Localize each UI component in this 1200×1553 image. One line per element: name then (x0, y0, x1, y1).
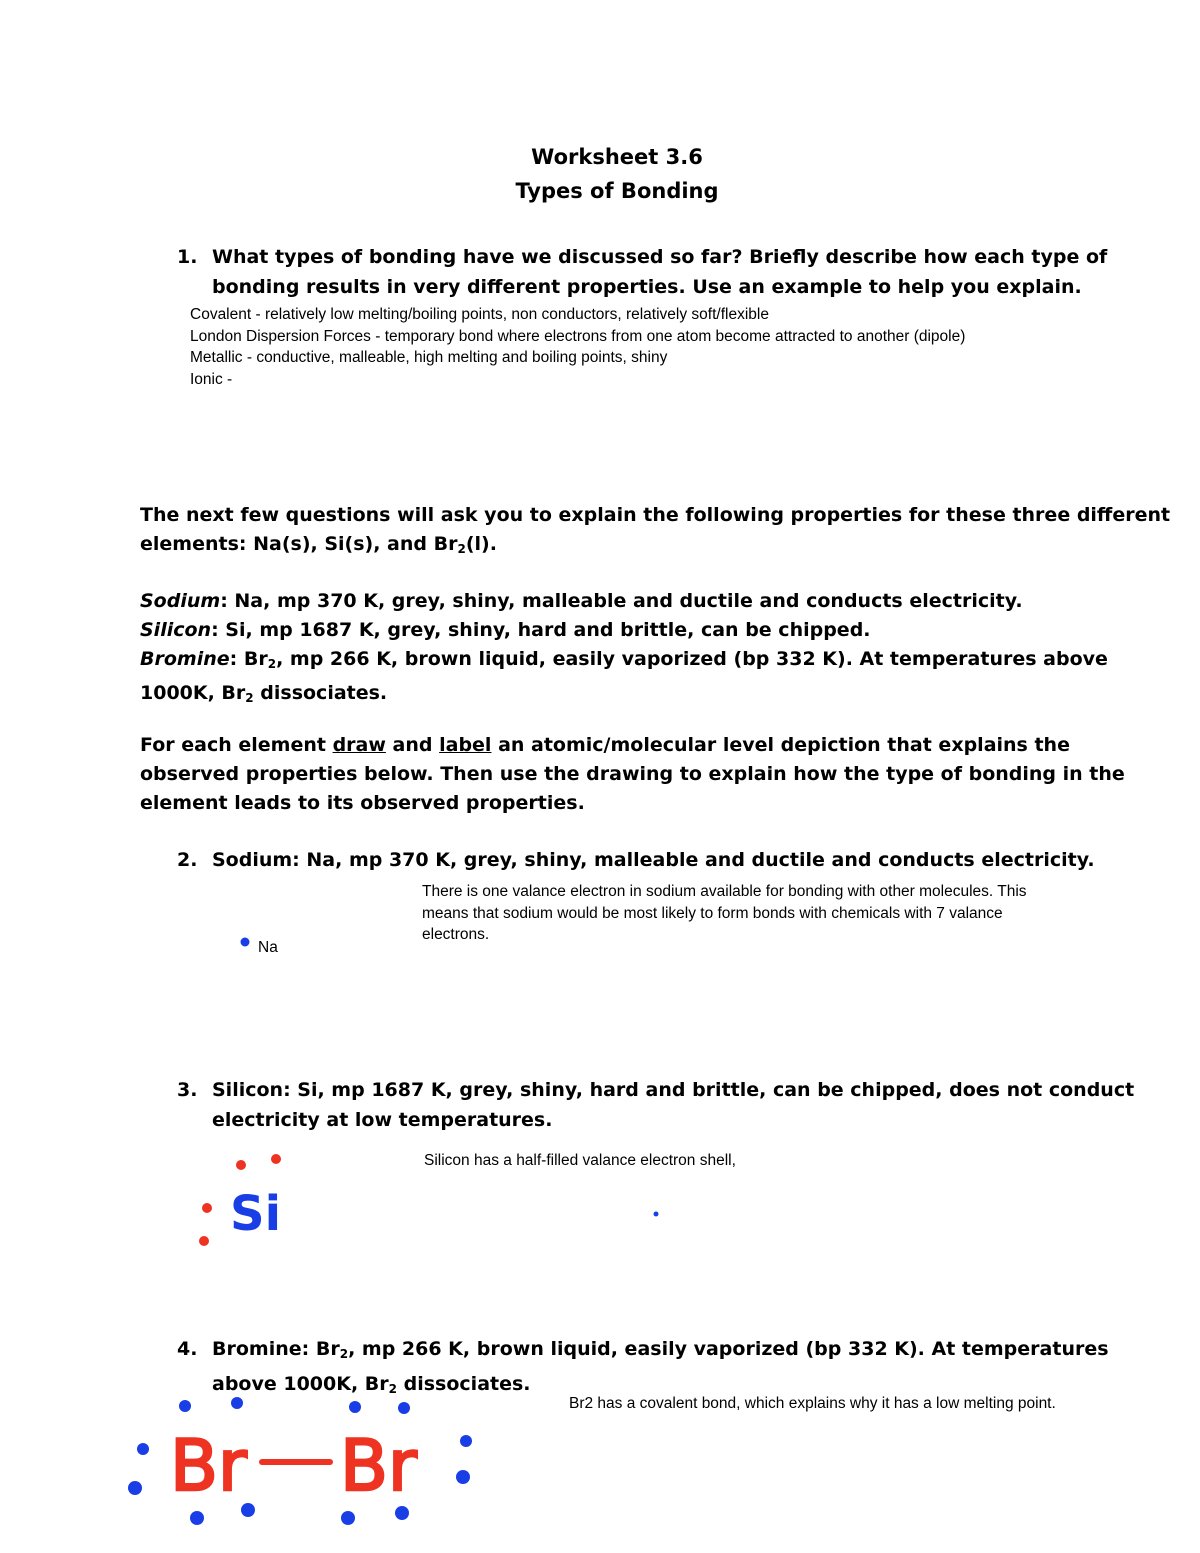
question-number: 3. (177, 1079, 198, 1101)
bromine-electron-dot (231, 1397, 243, 1409)
question-number: 4. (177, 1338, 198, 1360)
intro-line-2: elements: Na(s), Si(s), and $Br_2(l)$. (140, 533, 497, 556)
question-3-answer: Silicon has a half-filled valance electron shell, (424, 1152, 736, 1169)
instructions-line-1: For each element draw and label an atomic/molecular level depiction that explains the (140, 734, 1070, 756)
bromine-electron-dot (190, 1511, 204, 1525)
answer-london-dispersion: London Dispersion Forces - temporary bond where electrons from one atom become attracted to another (dipole) (190, 327, 966, 345)
bromine-electron-dot (456, 1470, 470, 1484)
intro-line-1: The next few questions will ask you to explain the following properties for these three different (140, 504, 1171, 526)
bromine-electron-dot (179, 1400, 191, 1412)
bromine-electron-dot (398, 1402, 410, 1414)
bromine-properties-line-2: 1000K, $Br_2$ dissociates. (140, 682, 388, 705)
answer-metallic: Metallic - conductive, malleable, high melting and boiling points, shiny (190, 349, 668, 366)
bromine-lewis-drawing (128, 1397, 472, 1525)
silicon-lewis-drawing (199, 1154, 659, 1246)
sodium-electron-dot (241, 938, 250, 947)
silicon-properties: Silicon: Si, mp 1687 K, grey, shiny, hard and brittle, can be chipped. (140, 619, 871, 641)
silicon-electron-dot (271, 1154, 281, 1164)
question-3-line-2: electricity at low temperatures. (212, 1109, 553, 1131)
answer-ionic: Ionic - (190, 370, 233, 388)
silicon-electron-dot (236, 1160, 246, 1170)
bromine-electron-dot (349, 1401, 361, 1413)
bromine-symbol-right: Br (340, 1425, 417, 1507)
bromine-electron-dot (460, 1435, 472, 1447)
silicon-electron-dot (199, 1236, 209, 1246)
sodium-properties: Sodium: Na, mp 370 K, grey, shiny, malleable and ductile and conducts electricity. (140, 590, 1023, 612)
question-4-line-2: above 1000K, $Br_2$ dissociates. (212, 1373, 531, 1396)
question-2-text: Sodium: Na, mp 370 K, grey, shiny, malleable and ductile and conducts electricity. (212, 849, 1095, 871)
bromine-electron-dot (137, 1443, 149, 1455)
sodium-drawing-label: Na (258, 939, 278, 956)
worksheet-title: Worksheet 3.6 (531, 145, 703, 169)
question-4-answer: Br2 has a covalent bond, which explains why it has a low melting point. (569, 1395, 1056, 1412)
bromine-electron-dot (341, 1511, 355, 1525)
question-1-line-2: bonding results in very different properties. Use an example to help you explain. (212, 276, 1082, 298)
question-3-line-1: Silicon: Si, mp 1687 K, grey, shiny, hard and brittle, can be chipped, does not conduct (212, 1079, 1135, 1101)
instructions-line-3: element leads to its observed properties. (140, 792, 585, 814)
bromine-properties: Bromine: $Br_2$, mp 266 K, brown liquid, easily vaporized (bp 332 K). At temperatures above (140, 648, 1108, 671)
bromine-electron-dot (128, 1481, 142, 1495)
question-number: 2. (177, 849, 198, 871)
stray-ink-dot (654, 1212, 659, 1217)
bromine-symbol-left: Br (170, 1425, 247, 1507)
question-1-line-1: What types of bonding have we discussed so far? Briefly describe how each type of (212, 246, 1108, 268)
silicon-electron-dot (202, 1203, 212, 1213)
question-4-line-1: Bromine: $Br_2$, mp 266 K, brown liquid, easily vaporized (bp 332 K). At temperatures (212, 1338, 1109, 1361)
silicon-symbol: Si (230, 1186, 282, 1242)
instructions-line-2: observed properties below. Then use the drawing to explain how the type of bonding in the (140, 763, 1125, 785)
question-number: 1. (177, 246, 198, 268)
answer-covalent: Covalent - relatively low melting/boiling points, non conductors, relatively soft/flexible (190, 306, 769, 323)
worksheet-subtitle: Types of Bonding (515, 179, 719, 203)
question-2-answer: There is one valance electron in sodium available for bonding with other molecules. This means that sodium would be most likely to form bonds with chemicals with 7 valance electrons. (422, 883, 1027, 943)
bromine-electron-dot (395, 1506, 409, 1520)
